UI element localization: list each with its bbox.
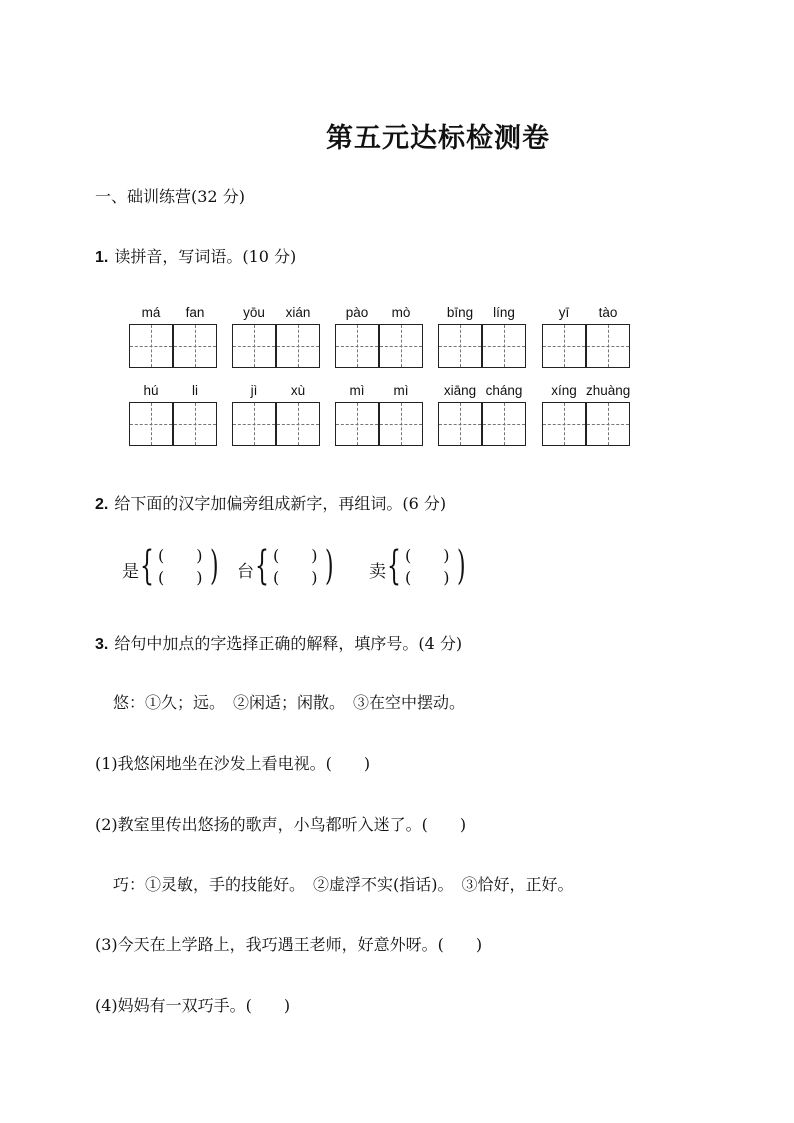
question-3-number: 3. — [95, 636, 109, 653]
question-2-text: 给下面的汉字加偏旁组成新字，再组词。(6 分) — [114, 494, 447, 513]
pinyin-label: pào — [345, 305, 369, 320]
answer-paren-top[interactable]: ( ) — [273, 546, 318, 565]
right-brace: ) — [457, 543, 466, 589]
definition-you: 悠：①久；远。 ②闲适；闲散。 ③在空中摆动。 — [113, 693, 466, 712]
pinyin-label: xiāng — [443, 383, 477, 398]
left-brace: { — [140, 543, 154, 589]
writing-grid-cell[interactable] — [379, 324, 423, 368]
right-brace: ) — [210, 543, 219, 589]
question-1 — [95, 244, 296, 267]
writing-grid-cell[interactable] — [276, 402, 320, 446]
section-heading-basics: 一、础训练营(32 分) — [95, 187, 245, 206]
writing-grid-cell[interactable] — [232, 324, 276, 368]
pinyin-label: jì — [250, 383, 258, 398]
answer-paren-top[interactable]: ( ) — [158, 546, 203, 565]
question-1-number: 1. — [95, 249, 109, 266]
writing-grid-cell[interactable] — [129, 324, 173, 368]
pinyin-label: cháng — [485, 383, 523, 398]
writing-grid-cell[interactable] — [586, 324, 630, 368]
pinyin-label: li — [192, 383, 198, 398]
writing-grid-cell[interactable] — [438, 402, 482, 446]
pinyin-label: bīng — [446, 305, 474, 320]
writing-grid-cell[interactable] — [276, 324, 320, 368]
left-brace: { — [255, 543, 269, 589]
radical-char: 台 — [237, 562, 254, 582]
radical-char: 卖 — [369, 562, 386, 582]
writing-grid-cell[interactable] — [379, 402, 423, 446]
sentence-1: (1)我悠闲地坐在沙发上看电视。( ) — [95, 754, 371, 773]
question-2-number: 2. — [95, 496, 109, 513]
pinyin-label: xù — [290, 383, 306, 398]
answer-paren-bottom[interactable]: ( ) — [273, 568, 318, 587]
question-3-text: 给句中加点的字选择正确的解释，填序号。(4 分) — [114, 634, 463, 653]
definition-qiao: 巧：①灵敏，手的技能好。 ②虚浮不实(指话)。 ③恰好，正好。 — [113, 875, 574, 894]
pinyin-label: yōu — [243, 305, 265, 320]
right-brace: ) — [325, 543, 334, 589]
left-brace: { — [387, 543, 401, 589]
sentence-4: (4)妈妈有一双巧手。( ) — [95, 996, 291, 1015]
pinyin-label: mò — [391, 305, 411, 320]
answer-paren-top[interactable]: ( ) — [405, 546, 450, 565]
question-1-text: 读拼音，写词语。(10 分) — [114, 247, 297, 266]
radical-char: 是 — [122, 562, 139, 582]
pinyin-label: zhuàng — [586, 383, 631, 398]
question-2 — [95, 491, 446, 514]
pinyin-label: má — [141, 305, 161, 320]
writing-grid-cell[interactable] — [335, 324, 379, 368]
pinyin-label: fan — [185, 305, 205, 320]
writing-grid-cell[interactable] — [542, 402, 586, 446]
writing-grid-cell[interactable] — [173, 324, 217, 368]
writing-grid-cell[interactable] — [482, 324, 526, 368]
writing-grid-cell[interactable] — [335, 402, 379, 446]
writing-grid-cell[interactable] — [586, 402, 630, 446]
pinyin-label: yī — [558, 305, 570, 320]
answer-paren-bottom[interactable]: ( ) — [158, 568, 203, 587]
writing-grid-cell[interactable] — [232, 402, 276, 446]
pinyin-label: mì — [393, 383, 409, 398]
question-3 — [95, 631, 462, 654]
page-title: 第五元达标检测卷 — [326, 123, 550, 154]
sentence-3: (3)今天在上学路上，我巧遇王老师，好意外呀。( ) — [95, 935, 483, 954]
pinyin-label: hú — [143, 383, 159, 398]
pinyin-label: xián — [285, 305, 311, 320]
pinyin-label: tào — [598, 305, 618, 320]
answer-paren-bottom[interactable]: ( ) — [405, 568, 450, 587]
writing-grid-cell[interactable] — [129, 402, 173, 446]
pinyin-label: mì — [349, 383, 365, 398]
writing-grid-cell[interactable] — [542, 324, 586, 368]
pinyin-label: xíng — [551, 383, 577, 398]
writing-grid-cell[interactable] — [438, 324, 482, 368]
pinyin-label: líng — [493, 305, 515, 320]
writing-grid-cell[interactable] — [482, 402, 526, 446]
writing-grid-cell[interactable] — [173, 402, 217, 446]
sentence-2: (2)教室里传出悠扬的歌声，小鸟都听入迷了。( ) — [95, 815, 467, 834]
